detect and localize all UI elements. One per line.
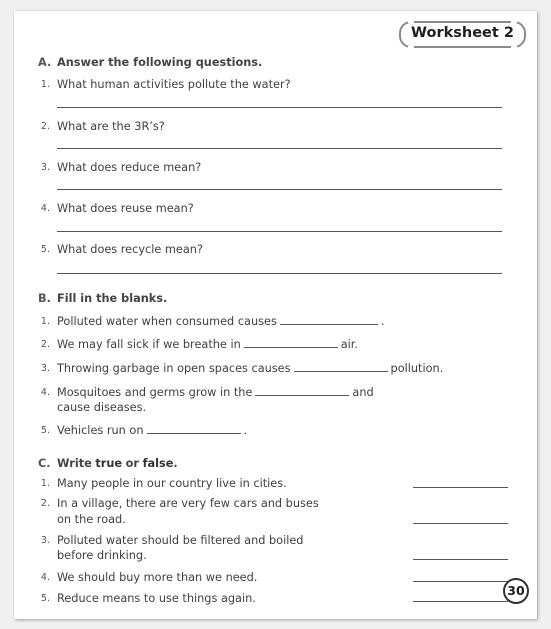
- fill-blank-item: [57, 361, 443, 376]
- blank-text-after: air.: [340, 338, 359, 351]
- tf-statement: We should buy more than we need.: [57, 571, 258, 584]
- answer-line[interactable]: [57, 189, 502, 190]
- blank-text-before: We may fall sick if we breathe in: [57, 338, 241, 351]
- blank-line[interactable]: [255, 385, 349, 396]
- blank-number: 2.: [40, 339, 50, 350]
- worksheet-title: Worksheet 2: [411, 25, 514, 41]
- blank-line[interactable]: [147, 423, 241, 434]
- tf-number: 2.: [40, 498, 50, 509]
- section-c-letter: C.: [38, 457, 51, 470]
- tf-statement: Polluted water should be filtered and boiled: [57, 534, 304, 547]
- blank-text-after: pollution.: [390, 362, 444, 375]
- fill-blank-item: [57, 314, 384, 329]
- title-or: or: [125, 457, 139, 470]
- question-text: What does reduce mean?: [57, 161, 202, 174]
- question-text: What human activities pollute the water?: [57, 78, 291, 91]
- fill-blank-item: [57, 423, 247, 438]
- section-b-letter: B.: [38, 292, 51, 305]
- section-a-title: Answer the following questions.: [57, 56, 263, 69]
- blank-text-before: Mosquitoes and germs grow in the: [57, 386, 253, 399]
- tf-number: 3.: [40, 535, 50, 546]
- answer-line[interactable]: [57, 231, 502, 232]
- worksheet-page: [14, 11, 537, 619]
- question-number: 3.: [40, 162, 50, 173]
- question-text: What does reuse mean?: [57, 202, 194, 215]
- blank-number: 1.: [40, 316, 50, 327]
- answer-line[interactable]: [57, 273, 502, 274]
- answer-line[interactable]: [57, 148, 502, 149]
- tf-statement-line2: on the road.: [57, 513, 126, 526]
- section-b-title: Fill in the blanks.: [57, 292, 168, 305]
- blank-text-after: and: [352, 386, 374, 399]
- fill-blank-item: [57, 337, 358, 352]
- blank-text-after: .: [243, 424, 248, 437]
- section-a-letter: A.: [38, 56, 52, 69]
- blank-number: 3.: [40, 363, 50, 374]
- tf-number: 4.: [40, 572, 50, 583]
- tf-number: 1.: [40, 478, 50, 489]
- question-number: 2.: [40, 121, 50, 132]
- tf-statement: In a village, there are very few cars and buses: [57, 497, 319, 510]
- blank-text-before: Throwing garbage in open spaces causes: [57, 362, 291, 375]
- page-number-badge: 30: [503, 578, 529, 604]
- blank-text-after: .: [380, 315, 385, 328]
- answer-line[interactable]: [413, 559, 508, 560]
- tf-statement: Many people in our country live in cities.: [57, 477, 287, 490]
- blank-number: 4.: [40, 387, 50, 398]
- title-end: .: [173, 457, 178, 470]
- worksheet-badge: [399, 21, 526, 48]
- answer-line[interactable]: [413, 487, 508, 488]
- question-text: What are the 3R’s?: [57, 120, 165, 133]
- tf-number: 5.: [40, 593, 50, 604]
- blank-line[interactable]: [244, 337, 338, 348]
- answer-line[interactable]: [413, 523, 508, 524]
- fill-blank-item-line2: cause diseases.: [57, 401, 147, 414]
- tf-statement-line2: before drinking.: [57, 549, 147, 562]
- question-number: 1.: [40, 79, 50, 90]
- blank-line[interactable]: [280, 314, 378, 325]
- blank-number: 5.: [40, 425, 50, 436]
- question-number: 4.: [40, 203, 50, 214]
- blank-line[interactable]: [294, 361, 388, 372]
- question-number: 5.: [40, 244, 50, 255]
- fill-blank-item: [57, 385, 374, 400]
- answer-line[interactable]: [413, 581, 508, 582]
- question-text: What does recycle mean?: [57, 243, 203, 256]
- answer-line[interactable]: [413, 601, 508, 602]
- section-c-title: [57, 457, 178, 470]
- title-prefix: Write: [57, 457, 92, 470]
- title-false: false: [142, 457, 174, 470]
- title-true: true: [95, 457, 123, 470]
- tf-statement: Reduce means to use things again.: [57, 592, 256, 605]
- answer-line[interactable]: [57, 107, 502, 108]
- blank-text-before: Polluted water when consumed causes: [57, 315, 277, 328]
- blank-text-before: Vehicles run on: [57, 424, 144, 437]
